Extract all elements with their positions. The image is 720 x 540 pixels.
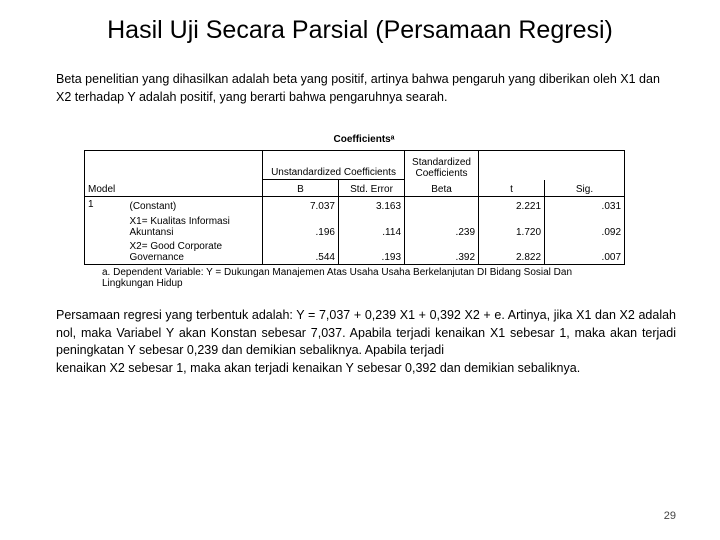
- model-blank: [85, 239, 127, 265]
- col-sig-header: Sig.: [545, 180, 625, 197]
- b-cell: .196: [263, 213, 339, 239]
- table-row: [85, 239, 625, 265]
- header-blank: [127, 180, 263, 197]
- unstandardized-header: Unstandardized Coefficients: [263, 151, 405, 180]
- predictor-cell: X2= Good Corporate Governance: [127, 239, 263, 265]
- col-t-header: t: [479, 180, 545, 197]
- coefficients-table: [84, 150, 625, 265]
- beta-cell: .392: [405, 239, 479, 265]
- coefficients-table-block: [84, 133, 624, 289]
- col-b-header: B: [263, 180, 339, 197]
- regression-explanation-paragraph: [56, 307, 676, 377]
- beta-cell: .239: [405, 213, 479, 239]
- predictor-cell: (Constant): [127, 197, 263, 213]
- intro-paragraph: Beta penelitian yang dihasilkan adalah beta yang positif, artinya bahwa pengaruh yang diberikan oleh X1 dan X2 terhadap Y adalah positif, yang berarti bahwa pengaruhnya searah.: [56, 72, 660, 104]
- col-model-header: Model: [85, 180, 127, 197]
- sig-cell: .007: [545, 239, 625, 265]
- header-blank: [479, 151, 545, 180]
- sig-cell: .092: [545, 213, 625, 239]
- slide-title: Hasil Uji Secara Parsial (Persamaan Regresi): [107, 16, 613, 44]
- model-number: 1: [85, 197, 127, 213]
- se-cell: .193: [339, 239, 405, 265]
- col-beta-header: Beta: [405, 180, 479, 197]
- sig-cell: .031: [545, 197, 625, 213]
- predictor-cell: X1= Kualitas Informasi Akuntansi: [127, 213, 263, 239]
- table-footnote: a. Dependent Variable: Y = Dukungan Manajemen Atas Usaha Usaha Berkelanjutan DI Bidang Sosial Dan Lingkungan Hidup: [102, 267, 573, 289]
- header-blank: [545, 151, 625, 180]
- header-blank: [85, 151, 127, 180]
- t-cell: 2.221: [479, 197, 545, 213]
- model-blank: [85, 213, 127, 239]
- standardized-header: Standardized Coefficients: [405, 151, 479, 180]
- b-cell: 7.037: [263, 197, 339, 213]
- b-cell: .544: [263, 239, 339, 265]
- table-caption: Coefficientsᵃ: [333, 134, 395, 145]
- beta-cell: [405, 197, 479, 213]
- se-cell: 3.163: [339, 197, 405, 213]
- t-cell: 1.720: [479, 213, 545, 239]
- regression-explanation-last-line: kenaikan X2 sebesar 1, maka akan terjadi kenaikan Y sebesar 0,392 dan demikian sebaliknya.: [56, 360, 581, 375]
- page-number: 29: [663, 510, 676, 522]
- table-row: [85, 197, 625, 213]
- regression-explanation-text: Persamaan regresi yang terbentuk adalah: Y = 7,037 + 0,239 X1 + 0,392 X2 + e. Artinya, jika X1 dan X2 adalah nol, maka Variabel Y akan Konstan sebesar 7,037. Apabila terjadi kenaikan X1 sebesar 1, maka akan terjadi peningkatan Y sebesar 0,239 dan demikian sebaliknya. Apabila terjadi: [56, 308, 676, 357]
- header-blank: [127, 151, 263, 180]
- se-cell: .114: [339, 213, 405, 239]
- table-row: [85, 213, 625, 239]
- col-se-header: Std. Error: [339, 180, 405, 197]
- t-cell: 2.822: [479, 239, 545, 265]
